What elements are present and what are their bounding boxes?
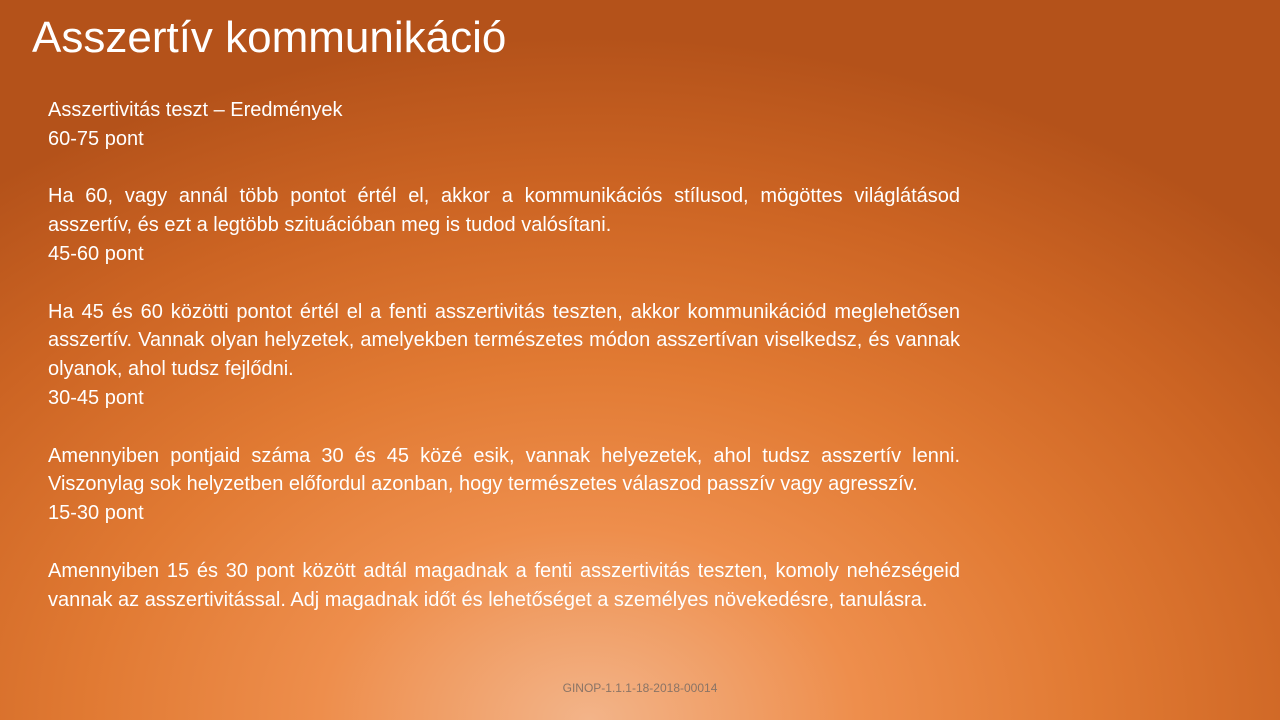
spacer: [48, 528, 960, 557]
result-text-60-75: Ha 60, vagy annál több pontot értél el, akkor a kommunikációs stílusod, mögöttes világlátásod asszertív, és ezt a legtöbb szituációban meg is tudod valósítani.: [48, 185, 960, 237]
spacer: [48, 413, 960, 442]
score-range-15-30: 15-30 pont: [48, 502, 144, 525]
result-text-45-60: Ha 45 és 60 közötti pontot értél el a fenti asszertivitás teszten, akkor kommunikációd meglehetősen asszertív. Vannak olyan helyzetek, amelyekben természetes módon asszertívan viselkedsz, és vannak olyanok, ahol tudsz fejlődni.: [48, 300, 960, 381]
project-code-footer: GINOP-1.1.1-18-2018-00014: [562, 681, 718, 695]
score-range-60-75: 60-75 pont: [48, 127, 144, 150]
score-range-45-60: 45-60 pont: [48, 242, 144, 265]
test-title: Asszertivitás teszt – Eredmények: [48, 99, 343, 121]
result-text-30-45: Amennyiben pontjaid száma 30 és 45 közé esik, vannak helyezetek, ahol tudsz asszertív lenni. Viszonylag sok helyzetben előfordul azonban, hogy természetes válaszod passzív vagy agresszív.: [48, 444, 960, 496]
spacer: [48, 154, 960, 183]
result-text-15-30: Amennyiben 15 és 30 pont között adtál magadnak a fenti asszertivitás teszten, komoly nehézségeid vannak az asszertivitással. Adj magadnak időt és lehetőséget a személyes növekedésre, tanulásra.: [48, 559, 960, 611]
spacer: [48, 269, 960, 298]
slide-title: Asszertív kommunikáció: [32, 13, 507, 62]
score-range-30-45: 30-45 pont: [48, 386, 144, 409]
slide-body: [48, 96, 960, 614]
